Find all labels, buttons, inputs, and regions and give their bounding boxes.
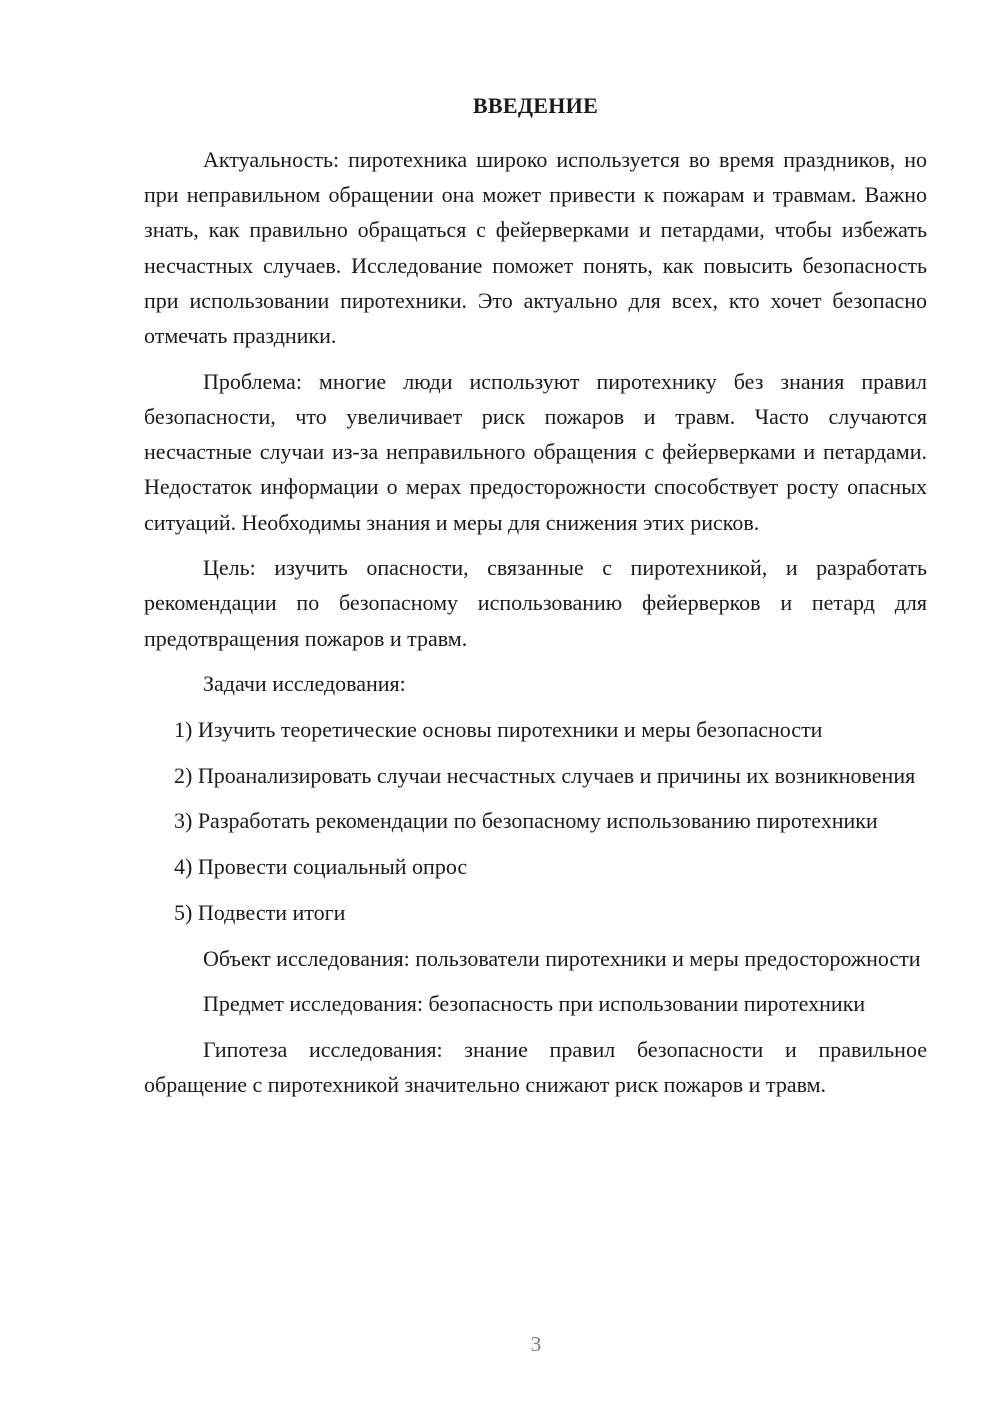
task-item-3: 3) Разработать рекомендации по безопасному использованию пиротехники xyxy=(174,808,878,834)
hypothesis-paragraph: Гипотеза исследования: знание правил безопасности и правильное обращение с пиротехникой значительно снижают риск пожаров и травм. xyxy=(144,1036,927,1098)
goal-paragraph: Цель: изучить опасности, связанные с пиротехникой, и разработать рекомендации по безопасному использованию фейерверков и петард для предотвращения пожаров и травм. xyxy=(144,555,927,651)
object-paragraph: Объект исследования: пользователи пиротехники и меры предосторожности xyxy=(203,945,921,971)
document-page xyxy=(144,88,927,1102)
section-heading: ВВЕДЕНИЕ xyxy=(472,93,599,118)
page-number: 3 xyxy=(530,1332,542,1356)
relevance-paragraph: Актуальность: пиротехника широко используется во время праздников, но при неправильном обращении она может привести к пожарам и травмам. Важно знать, как правильно обращаться с фейерверками и петардами, чтобы избежать несчастных случаев. Исследование поможет понять, как повысить безопасность при использовании пиротехники. Это актуально для всех, кто хочет безопасно отмечать праздники. xyxy=(144,147,927,349)
task-item-1: 1) Изучить теоретические основы пиротехники и меры безопасности xyxy=(174,717,823,743)
subject-paragraph: Предмет исследования: безопасность при использовании пиротехники xyxy=(203,991,866,1017)
task-item-4: 4) Провести социальный опрос xyxy=(174,854,468,880)
task-item-2: 2) Проанализировать случаи несчастных случаев и причины их возникновения xyxy=(174,762,916,788)
problem-paragraph: Проблема: многие люди используют пиротехнику без знания правил безопасности, что увеличивает риск пожаров и травм. Часто случаются несчастные случаи из-за неправильного обращения с фейерверками и петардами. Недостаток информации о мерах предосторожности способствует росту опасных ситуаций. Необходимы знания и меры для снижения этих рисков. xyxy=(144,368,927,535)
tasks-title: Задачи исследования: xyxy=(203,671,406,697)
task-item-5: 5) Подвести итоги xyxy=(174,899,346,925)
